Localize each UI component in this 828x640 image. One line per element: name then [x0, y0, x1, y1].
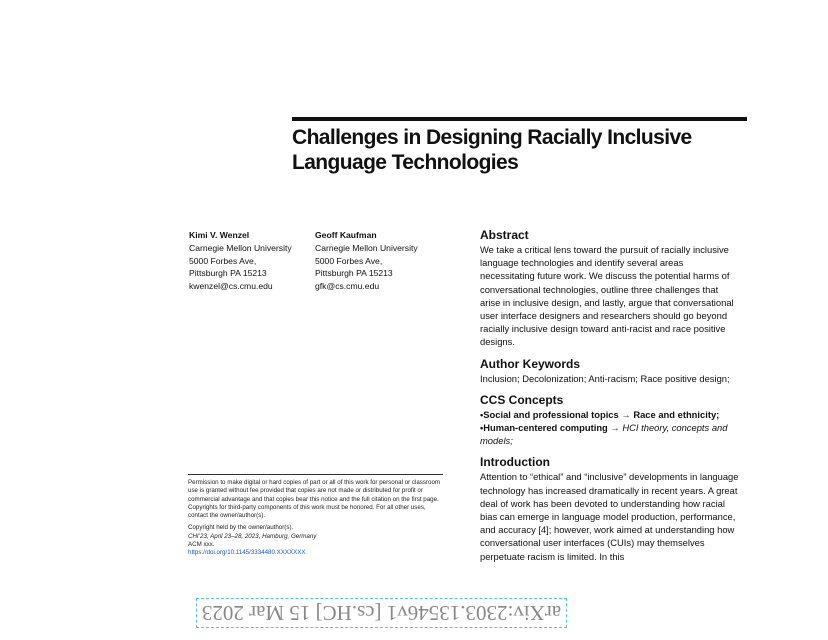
author-city: Pittsburgh PA 15213: [315, 268, 393, 279]
author-name: Geoff Kaufman: [315, 230, 377, 240]
abstract-heading: Abstract: [480, 228, 529, 242]
author-email: kwenzel@cs.cmu.edu: [189, 281, 273, 292]
author-block-2: [315, 229, 418, 293]
copyright-block: [188, 474, 443, 558]
ccs-concept-1: [480, 408, 740, 421]
author-block-1: [189, 229, 292, 293]
title-line-2: Language Technologies: [292, 151, 519, 174]
ccs-concept-2: [480, 421, 740, 447]
introduction-heading: Introduction: [480, 455, 550, 470]
ccs-subcategory: HCI theory, concepts and models;: [480, 422, 728, 447]
author-address: 5000 Forbes Ave,: [189, 255, 257, 266]
keywords-heading: Author Keywords: [480, 356, 581, 371]
ccs-section: [480, 393, 740, 448]
ccs-heading: CCS Concepts: [480, 392, 564, 407]
copyright-holder: Copyright held by the owner/author(s).: [188, 524, 294, 532]
author-address: 5000 Forbes Ave,: [315, 255, 383, 266]
introduction-section: [480, 455, 740, 562]
abstract-section: [480, 228, 740, 349]
ccs-arrow: →: [607, 422, 623, 434]
author-name: Kimi V. Wenzel: [189, 230, 250, 240]
author-affiliation: Carnegie Mellon University: [315, 242, 418, 253]
doi-link[interactable]: https://doi.org/10.1145/3334480.XXXXXXX: [188, 549, 306, 557]
ccs-category: •Human-centered computing: [480, 422, 608, 434]
introduction-text: Attention to “ethical” and “inclusive” developments in language technology has increased dramatically in recent years. A great deal of work has been devoted to understanding how racial bias can emerge in language model production, performance, and accuracy [4]; however, work aimed at understanding how conversational user interfaces (CUIs) may themselves perpetuate racism is limited. In this: [480, 471, 739, 562]
author-affiliation: Carnegie Mellon University: [189, 242, 292, 253]
abstract-text: We take a critical lens toward the pursuit of racially inclusive language technologies and identify several areas necessitating future work. We discuss the potential harms of conversational technologies, outline three challenges that arise in inclusive design, and lastly, argue that conversational user interface designers and researchers should go beyond racially inclusive design toward anti-racist and race positive designs.: [480, 244, 734, 348]
title-rule: [292, 117, 747, 121]
author-email: gfk@cs.cmu.edu: [315, 281, 380, 292]
author-city: Pittsburgh PA 15213: [189, 268, 267, 279]
venue-line: CHI’23, April 23–28, 2023, Hamburg, Germany: [188, 532, 317, 540]
arxiv-stamp: arXiv:2303.13546v1 [cs.HC] 15 Mar 2023: [196, 598, 567, 628]
acm-line: ACM xxx.: [188, 541, 215, 549]
title-line-1: Challenges in Designing Racially Inclusive: [292, 126, 692, 149]
ccs-arrow: →: [618, 408, 634, 420]
ccs-subcategory: Race and ethnicity;: [633, 408, 720, 420]
ccs-category: •Social and professional topics: [480, 408, 619, 420]
permission-notice: Permission to make digital or hard copies of part or all of this work for personal or classroom use is granted without fee provided that copies are not made or distributed for profit or commercial advantage and that copies bear this notice and the full citation on the first page. Copyrights for third-party components of this work must be honored. For all other uses, contact the owner/author(s).: [188, 479, 441, 520]
keywords-section: [480, 357, 740, 385]
paper-title: [292, 125, 752, 175]
right-column: [480, 228, 740, 571]
keywords-text: Inclusion; Decolonization; Anti-racism; Race positive design;: [480, 372, 730, 384]
